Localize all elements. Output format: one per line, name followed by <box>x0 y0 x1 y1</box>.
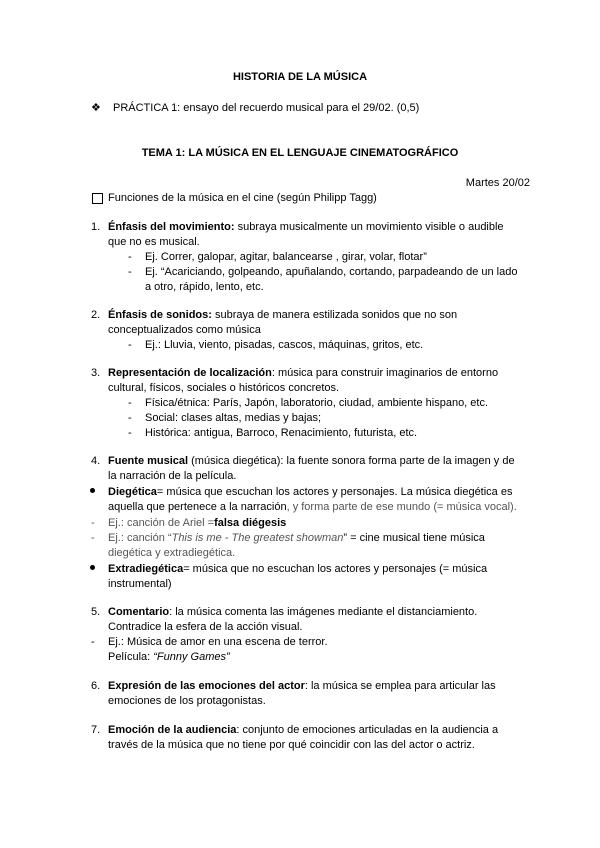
extradiegetic-text: = música que no escuchan los actores y personajes (= música <box>183 563 488 575</box>
date-label: Martes 20/02 <box>465 177 530 189</box>
dash-bullet: - <box>128 412 132 424</box>
bullet-dot-icon <box>90 488 95 493</box>
example-text <box>108 517 286 530</box>
item-number: 7. <box>91 724 101 736</box>
dash-bullet: - <box>128 251 132 263</box>
item-description: : conjunto de emociones articuladas en la audiencia a <box>236 724 499 736</box>
example-text: Física/étnica: París, Japón, laboratorio, ciudad, ambiente hispano, etc. <box>145 397 489 409</box>
diegetic-definition <box>108 486 512 499</box>
practice-note: PRÁCTICA 1: ensayo del recuerdo musical para el 29/02. (0,5) <box>113 102 420 114</box>
film-example <box>108 651 230 664</box>
item-description-cont: emociones de los protagonistas. <box>108 695 266 707</box>
list-item-text <box>108 680 496 693</box>
item-term: Expresión de las emociones del actor <box>108 680 305 692</box>
item-description: subraya musicalmente un movimiento visible o audible <box>234 221 504 233</box>
example-text: Ej.: Música de amor en una escena de terror. <box>108 636 328 648</box>
dash-bullet: - <box>91 517 95 529</box>
diegetic-text-part-gray: , y forma parte de ese mundo (= música vocal). <box>286 501 517 513</box>
item-number: 6. <box>91 680 101 692</box>
diamond-bullet-icon: ❖ <box>91 102 101 114</box>
diegetic-text: = música que escuchan los actores y personajes. La música diegética es <box>156 486 513 498</box>
bullet-dot-icon <box>90 565 95 570</box>
example-text: Ej.: Lluvia, viento, pisadas, cascos, máquinas, gritos, etc. <box>145 339 424 351</box>
dash-bullet: - <box>91 636 95 648</box>
extradiegetic-term: Extradiegética <box>108 563 184 575</box>
checkbox-icon <box>92 193 103 204</box>
example-text-cont: a otro, rápido, lento, etc. <box>145 281 264 293</box>
example-text <box>108 532 485 545</box>
example-prefix: Ej.: canción de Ariel = <box>108 517 215 529</box>
list-item-text <box>108 309 457 322</box>
example-text: Ej. “Acariciando, golpeando, apuñalando, cortando, parpadeando de un lado <box>145 266 518 278</box>
item-number: 4. <box>91 455 101 467</box>
list-item-text <box>108 367 498 380</box>
item-description: : la música se emplea para articular las <box>304 680 496 692</box>
item-description-cont: cultural, físicos, sociales o históricos concretos. <box>108 382 340 394</box>
item-number: 3. <box>91 367 101 379</box>
item-description-cont: Contradice la esfera de la acción visual. <box>108 621 303 633</box>
dash-bullet: - <box>128 266 132 278</box>
item-term: Énfasis del movimiento: <box>108 221 235 233</box>
item-description: : la música comenta las imágenes mediante el distanciamiento. <box>169 606 478 618</box>
list-item-text <box>108 606 477 619</box>
film-title: “Funny Games” <box>153 651 230 663</box>
extradiegetic-definition-cont: instrumental) <box>108 578 172 590</box>
dash-bullet: - <box>128 427 132 439</box>
functions-intro: Funciones de la música en el cine (según Philipp Tagg) <box>108 192 377 204</box>
item-description: (música diegética): la fuente sonora forma parte de la imagen y de <box>188 455 515 467</box>
diegetic-definition-cont <box>108 501 517 514</box>
item-number: 1. <box>91 221 101 233</box>
example-bold: falsa diégesis <box>214 517 287 529</box>
diegetic-text-part: aquella que pertenece a la narración <box>108 501 287 513</box>
item-description-cont: conceptualizados como música <box>108 324 261 336</box>
example-text: Histórica: antigua, Barroco, Renacimiento, futurista, etc. <box>145 427 418 439</box>
film-prefix: Película: <box>108 651 154 663</box>
item-number: 5. <box>91 606 101 618</box>
item-description: subraya de manera estilizada sonidos que no son <box>211 309 458 321</box>
item-description-cont: que no es musical. <box>108 236 200 248</box>
song-title: This is me - The greatest showman <box>171 532 344 544</box>
item-description: : música para construir imaginarios de entorno <box>271 367 499 379</box>
example-text: Ej. Correr, galopar, agitar, balancearse , girar, volar, flotar” <box>145 251 427 263</box>
topic-title: TEMA 1: LA MÚSICA EN EL LENGUAJE CINEMATOGRÁFICO <box>141 147 459 159</box>
example-prefix: Ej.: canción “ <box>108 532 172 544</box>
example-text-cont: diegética y extradiegética. <box>108 547 236 559</box>
diegetic-term: Diegética <box>108 486 157 498</box>
dash-bullet: - <box>128 339 132 351</box>
item-number: 2. <box>91 309 101 321</box>
dash-bullet: - <box>91 532 95 544</box>
list-item-text <box>108 221 504 234</box>
document-title: HISTORIA DE LA MÚSICA <box>232 71 368 83</box>
item-term: Representación de localización <box>108 367 272 379</box>
item-term: Énfasis de sonidos: <box>108 309 212 321</box>
example-text: Social: clases altas, medias y bajas; <box>145 412 322 424</box>
item-description-cont: la narración de la película. <box>108 470 237 482</box>
list-item-text <box>108 455 515 468</box>
list-item-text <box>108 724 498 737</box>
item-term: Fuente musical <box>108 455 189 467</box>
item-term: Emoción de la audiencia <box>108 724 237 736</box>
dash-bullet: - <box>128 397 132 409</box>
item-description-cont: través de la música que no tiene por qué coincidir con las del actor o actriz. <box>108 739 475 751</box>
example-suffix: ” = cine musical tiene música <box>343 532 485 544</box>
item-term: Comentario <box>108 606 170 618</box>
extradiegetic-definition <box>108 563 487 576</box>
